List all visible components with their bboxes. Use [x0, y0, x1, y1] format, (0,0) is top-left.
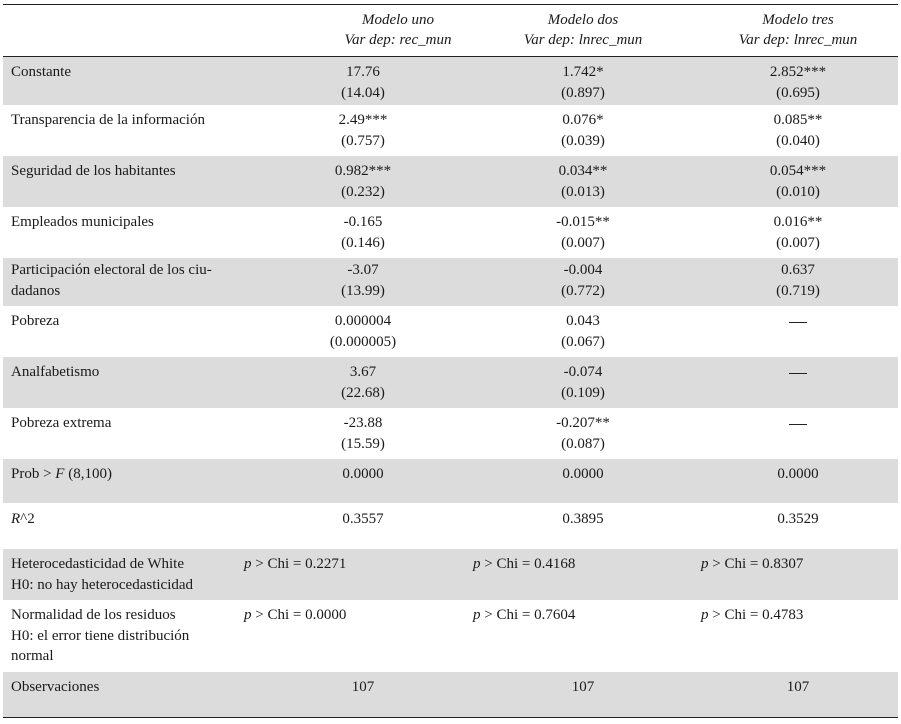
cell-model-1: -3.07 (13.99) [341, 262, 385, 299]
table-row [3, 357, 898, 408]
cell-model-2: 0.076* (0.039) [561, 112, 605, 149]
table-row-observations [3, 672, 898, 717]
cell-model-3-empty [718, 413, 878, 434]
cell-model-1: 0.0000 [342, 466, 384, 482]
top-rule [3, 4, 898, 5]
cell-model-1: p > Chi = 0.0000 [244, 607, 347, 623]
table-row-prob-f [3, 459, 898, 503]
dash-mark [789, 322, 807, 323]
cell-model-1: 3.67 (22.68) [341, 364, 385, 401]
table-row [3, 258, 898, 306]
table-row [3, 306, 898, 357]
cell-model-1: 0.000004 (0.000005) [329, 313, 397, 350]
row-label: Observaciones [11, 679, 100, 695]
cell-model-3: 107 [786, 679, 810, 695]
cell-model-3: 0.0000 [777, 466, 819, 482]
cell-model-3: 0.3529 [777, 511, 819, 527]
cell-model-2: 1.742* (0.897) [561, 64, 605, 101]
table-row [3, 156, 898, 207]
table-row [3, 207, 898, 258]
cell-model-1: 0.3557 [342, 511, 384, 527]
table-row-r2 [3, 503, 898, 549]
row-label: Pobreza extrema [11, 415, 112, 431]
cell-model-2: 0.3895 [562, 511, 604, 527]
cell-model-3-empty [718, 362, 878, 383]
cell-model-1: 0.982*** (0.232) [334, 163, 392, 200]
model-1-dep: Var dep: rec_mun [344, 32, 452, 48]
cell-model-3-empty [718, 311, 878, 332]
cell-model-3: p > Chi = 0.4783 [701, 607, 804, 623]
cell-model-2: -0.015** (0.007) [556, 214, 610, 251]
model-3-dep: Var dep: lnrec_mun [738, 32, 858, 48]
header-model-2 [463, 10, 703, 50]
cell-model-1: -0.165 (0.146) [341, 214, 385, 251]
row-label: Normalidad de los residuos H0: el error tiene distribución normal [11, 607, 190, 664]
model-2-dep: Var dep: lnrec_mun [523, 32, 643, 48]
table-row [3, 408, 898, 459]
row-label: Heterocedasticidad de White H0: no hay heterocedasticidad [11, 556, 194, 593]
cell-model-2: 107 [571, 679, 595, 695]
cell-model-1: p > Chi = 0.2271 [244, 556, 347, 572]
cell-model-3: 0.054*** (0.010) [769, 163, 827, 200]
dash-mark [789, 373, 807, 374]
table-row-normality [3, 600, 898, 672]
cell-model-2: p > Chi = 0.7604 [473, 607, 576, 623]
table-row [3, 105, 898, 156]
row-label: R^2 [11, 511, 35, 527]
bottom-rule [3, 717, 898, 718]
cell-model-2: 0.034** (0.013) [558, 163, 608, 200]
row-label: Pobreza [11, 313, 60, 329]
cell-model-3: p > Chi = 0.8307 [701, 556, 804, 572]
row-label: Constante [11, 64, 71, 80]
cell-model-3: 0.085** (0.040) [773, 112, 823, 149]
cell-model-3: 0.016** (0.007) [773, 214, 823, 251]
cell-model-1: 107 [351, 679, 375, 695]
row-label: Transparencia de la información [11, 112, 205, 128]
header-model-3 [683, 10, 901, 50]
model-2-name: Modelo dos [547, 12, 619, 28]
cell-model-2: 0.0000 [562, 466, 604, 482]
cell-model-1: -23.88 (15.59) [341, 415, 385, 452]
cell-model-3: 2.852*** (0.695) [769, 64, 827, 101]
table-row [3, 57, 898, 105]
cell-model-2: -0.207** (0.087) [556, 415, 610, 452]
cell-model-2: -0.004 (0.772) [561, 262, 605, 299]
row-label: Participación electoral de los ciu- dadanos [11, 262, 212, 299]
model-3-name: Modelo tres [762, 12, 834, 28]
cell-model-1: 2.49*** (0.757) [338, 112, 388, 149]
row-label: Analfabetismo [11, 364, 100, 380]
row-label: Empleados municipales [11, 214, 154, 230]
row-label: Seguridad de los habitantes [11, 163, 176, 179]
cell-model-1: 17.76 (14.04) [341, 64, 385, 101]
row-label: Prob > F (8,100) [11, 466, 112, 482]
model-1-name: Modelo uno [361, 12, 435, 28]
cell-model-2: 0.043 (0.067) [561, 313, 605, 350]
cell-model-2: -0.074 (0.109) [561, 364, 605, 401]
cell-model-2: p > Chi = 0.4168 [473, 556, 576, 572]
dash-mark [789, 424, 807, 425]
cell-model-3: 0.637 (0.719) [776, 262, 820, 299]
table-row-white [3, 549, 898, 600]
